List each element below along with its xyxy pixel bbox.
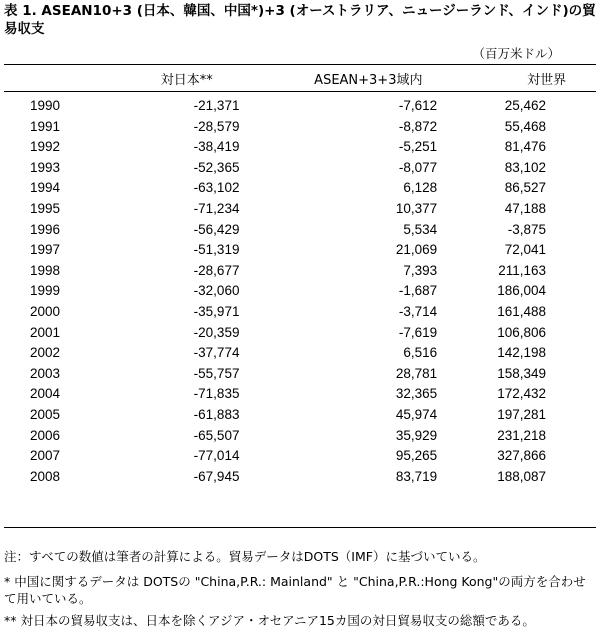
table-row <box>4 343 596 364</box>
year-cell: 1993 <box>30 159 61 175</box>
table-row <box>4 281 596 302</box>
world-balance-cell: 55,468 <box>504 118 546 134</box>
table-title: 表 1. ASEAN10+3 (日本、韓国、中国*)+3 (オーストラリア、ニュージーランド、インド)の貿易収支 <box>4 3 596 37</box>
world-balance-cell: 81,476 <box>504 139 546 155</box>
asean-balance-cell: -8,872 <box>398 118 438 134</box>
japan-balance-cell: -20,359 <box>193 324 240 340</box>
table-row <box>4 178 596 199</box>
japan-balance-cell: -71,234 <box>193 200 240 216</box>
table-row <box>4 93 596 117</box>
world-balance-cell: 25,462 <box>504 98 546 113</box>
asean-balance-cell: 21,069 <box>395 242 438 258</box>
table-row <box>4 158 596 179</box>
japan-balance-cell: -21,371 <box>193 98 240 113</box>
japan-balance-cell: -56,429 <box>193 221 240 237</box>
japan-balance-cell: -38,419 <box>193 139 240 155</box>
world-balance-cell: 86,527 <box>504 180 546 196</box>
world-balance-cell: 142,198 <box>497 345 546 361</box>
world-balance-cell: 72,041 <box>504 242 546 258</box>
japan-balance-cell: -63,102 <box>193 180 240 196</box>
world-balance-cell: 197,281 <box>497 406 546 422</box>
year-cell: 2007 <box>30 448 61 464</box>
year-cell: 2006 <box>30 427 61 443</box>
table-row <box>4 240 596 261</box>
world-balance-cell: 161,488 <box>497 303 546 319</box>
asean-balance-cell: 6,128 <box>403 180 438 196</box>
note-japan: ** 対日本の貿易収支は、日本を除くアジア・オセアニア15カ国の対日貿易収支の総額である。 <box>4 613 535 628</box>
world-balance-cell: -3,875 <box>507 221 546 237</box>
table-row <box>4 446 596 467</box>
year-cell: 1991 <box>30 118 61 134</box>
unit-label: （百万米ドル） <box>472 46 560 61</box>
table-row <box>4 364 596 385</box>
table-row <box>4 220 596 241</box>
year-cell: 1999 <box>30 283 61 299</box>
japan-balance-cell: -51,319 <box>193 242 240 258</box>
table-header-row <box>4 66 596 93</box>
table-row <box>4 467 596 488</box>
asean-balance-cell: 35,929 <box>395 427 438 443</box>
asean-balance-cell: 10,377 <box>395 200 438 216</box>
asean-balance-cell: 83,719 <box>395 468 438 484</box>
world-balance-cell: 83,102 <box>504 159 546 175</box>
world-balance-cell: 47,188 <box>504 200 546 216</box>
asean-balance-cell: -7,619 <box>398 324 438 340</box>
asean-balance-cell: 28,781 <box>395 365 438 381</box>
world-balance-cell: 158,349 <box>497 365 546 381</box>
header-world: 対世界 <box>527 73 567 88</box>
table-row <box>4 405 596 426</box>
japan-balance-cell: -52,365 <box>193 159 240 175</box>
asean-balance-cell: -7,612 <box>398 98 438 113</box>
year-cell: 1992 <box>30 139 61 155</box>
asean-balance-cell: -1,687 <box>398 283 438 299</box>
year-cell: 1995 <box>30 200 61 216</box>
table-row <box>4 384 596 405</box>
world-balance-cell: 186,004 <box>497 283 546 299</box>
year-cell: 1998 <box>30 262 61 278</box>
note-china: * 中国に関するデータは DOTSの "China,P.R.: Mainland" と "China,P.R.:Hong Kong"の両方を合わせて用いている。 <box>4 574 586 606</box>
japan-balance-cell: -28,579 <box>193 118 240 134</box>
year-cell: 1990 <box>30 98 61 113</box>
table-bottom-rule <box>4 527 596 528</box>
japan-balance-cell: -37,774 <box>193 345 240 361</box>
table-row <box>4 137 596 158</box>
asean-balance-cell: 5,534 <box>403 221 438 237</box>
year-cell: 2001 <box>30 324 61 340</box>
japan-balance-cell: -35,971 <box>193 303 240 319</box>
japan-balance-cell: -32,060 <box>193 283 240 299</box>
notes <box>4 548 596 637</box>
world-balance-cell: 211,163 <box>498 262 546 278</box>
table-row <box>4 117 596 138</box>
year-cell: 1994 <box>30 180 61 196</box>
table-row <box>4 261 596 282</box>
table-row <box>4 302 596 323</box>
year-cell: 1996 <box>30 221 61 237</box>
asean-balance-cell: 7,393 <box>403 262 438 278</box>
asean-balance-cell: -8,077 <box>398 159 438 175</box>
year-cell: 1997 <box>30 242 61 258</box>
year-cell: 2003 <box>30 365 61 381</box>
year-cell: 2005 <box>30 406 61 422</box>
note-source: 注：すべての数値は筆者の計算による。貿易データはDOTS（IMF）に基づいている。 <box>4 549 486 564</box>
asean-balance-cell: 6,516 <box>403 345 438 361</box>
world-balance-cell: 106,806 <box>497 324 546 340</box>
table-top-rule <box>4 64 596 65</box>
world-balance-cell: 231,218 <box>497 427 546 443</box>
header-year <box>4 66 134 93</box>
header-japan: 対日本** <box>160 73 213 88</box>
table-row <box>4 199 596 220</box>
world-balance-cell: 172,432 <box>497 386 546 402</box>
japan-balance-cell: -77,014 <box>193 448 240 464</box>
asean-balance-cell: 32,365 <box>395 386 438 402</box>
japan-balance-cell: -61,883 <box>193 406 240 422</box>
asean-balance-cell: -3,714 <box>398 303 438 319</box>
year-cell: 2008 <box>30 468 61 484</box>
world-balance-cell: 327,866 <box>497 448 546 464</box>
header-asean: ASEAN+3+3域内 <box>314 73 423 88</box>
world-balance-cell: 188,087 <box>497 468 546 484</box>
japan-balance-cell: -28,677 <box>193 262 240 278</box>
japan-balance-cell: -71,835 <box>193 386 240 402</box>
year-cell: 2004 <box>30 386 61 402</box>
table-row <box>4 323 596 344</box>
japan-balance-cell: -67,945 <box>193 468 240 484</box>
table-body <box>4 93 596 487</box>
asean-balance-cell: -5,251 <box>398 139 438 155</box>
asean-balance-cell: 95,265 <box>395 448 438 464</box>
japan-balance-cell: -55,757 <box>193 365 240 381</box>
asean-balance-cell: 45,974 <box>395 406 438 422</box>
japan-balance-cell: -65,507 <box>193 427 240 443</box>
table-row <box>4 426 596 447</box>
trade-balance-table <box>4 66 596 487</box>
year-cell: 2000 <box>30 303 61 319</box>
year-cell: 2002 <box>30 345 61 361</box>
